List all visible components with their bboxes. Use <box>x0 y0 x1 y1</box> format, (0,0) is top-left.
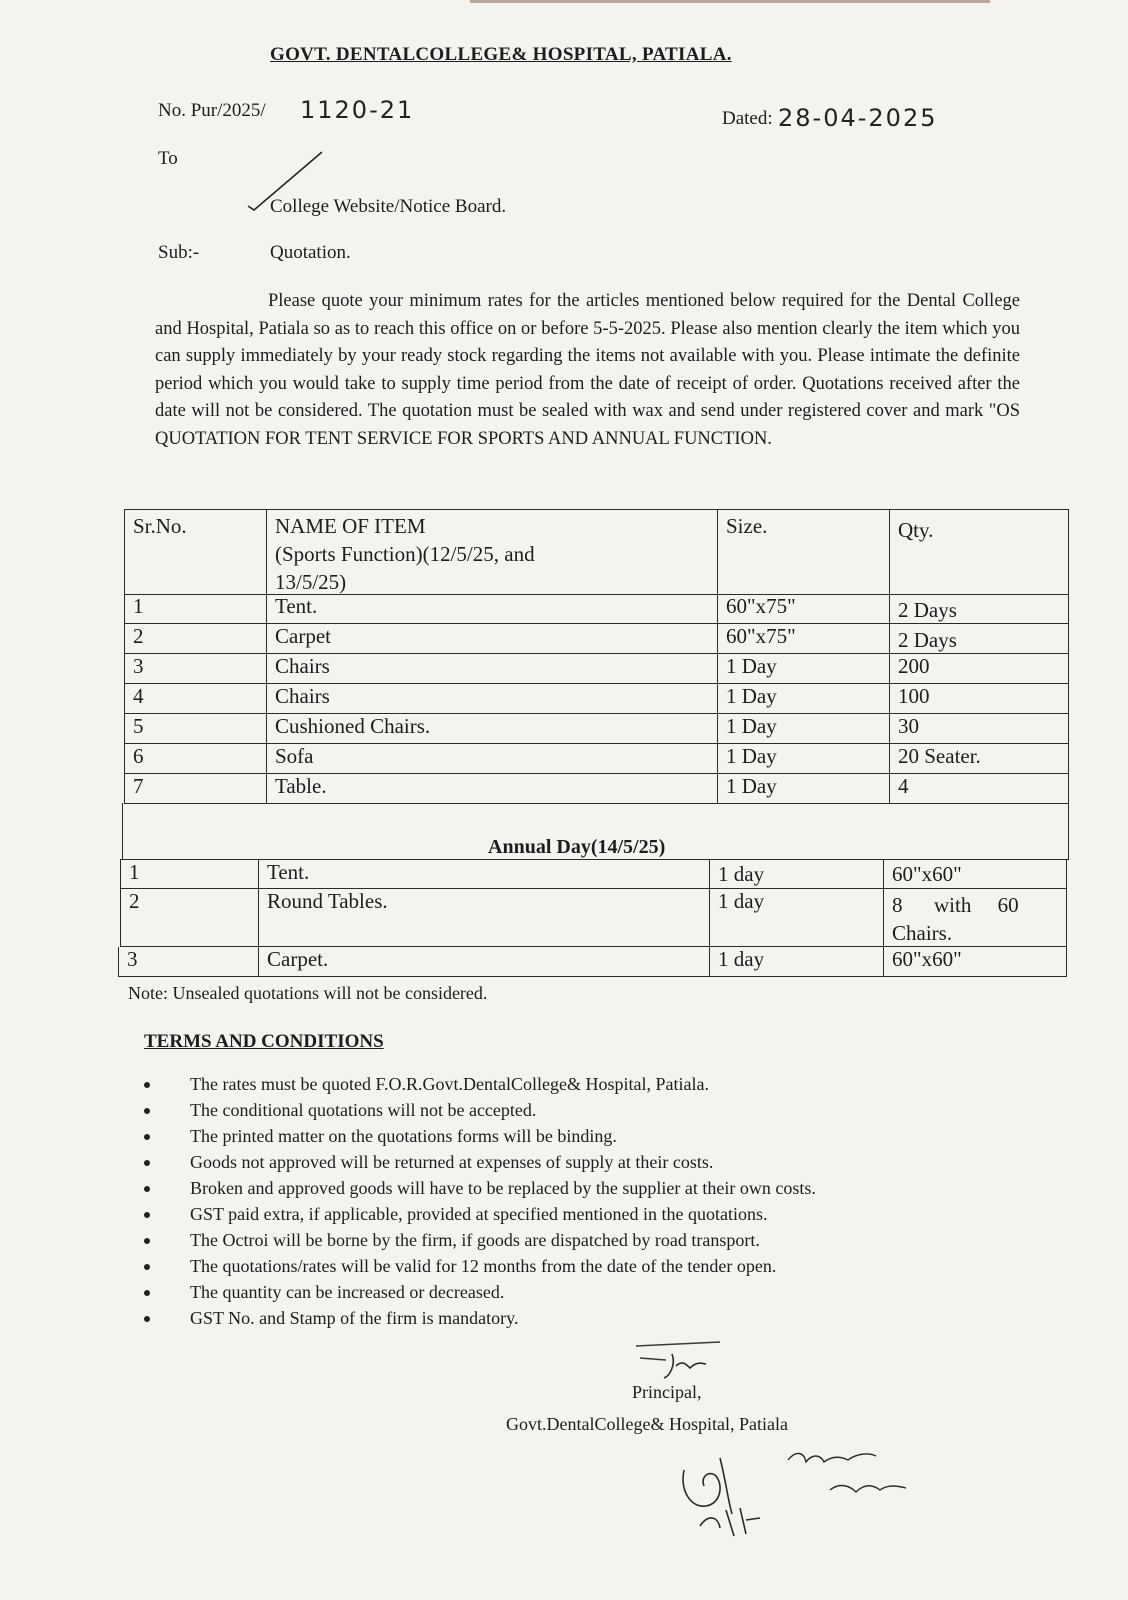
row-srno: 3 <box>124 654 267 684</box>
row-item: Chairs <box>266 654 718 684</box>
row-srno: 1 <box>124 594 267 624</box>
scan-edge-line <box>470 0 990 3</box>
bullet-icon <box>144 1082 150 1088</box>
header-qty: Qty. <box>889 509 1069 595</box>
header-srno: Sr.No. <box>124 509 267 595</box>
signature-mark-icon <box>636 1338 726 1382</box>
row-item: Cushioned Chairs. <box>266 714 718 744</box>
row-size: 1 Day <box>717 654 890 684</box>
row-item: Carpet <box>266 624 718 654</box>
row-item: Sofa <box>266 744 718 774</box>
reference-label: No. Pur/2025/ <box>158 100 266 121</box>
handwritten-signature-icon <box>680 1430 940 1540</box>
row-size: 1 day <box>709 889 884 947</box>
row-item: Carpet. <box>258 947 710 977</box>
institution-heading: GOVT. DENTALCOLLEGE& HOSPITAL, PATIALA. <box>270 44 732 65</box>
list-item: Goods not approved will be returned at expenses of supply at their costs. <box>140 1152 1040 1178</box>
row-qty: 20 Seater. <box>889 744 1069 774</box>
row-srno: 7 <box>124 774 267 804</box>
row-qty: 200 <box>889 654 1069 684</box>
bullet-icon <box>144 1186 150 1192</box>
bullet-icon <box>144 1160 150 1166</box>
row-size: 60"x75" <box>717 624 890 654</box>
row-size: 1 day <box>709 947 884 977</box>
row-size: 1 Day <box>717 744 890 774</box>
header-size: Size. <box>717 509 890 595</box>
row-item: Tent. <box>266 594 718 624</box>
list-item: The quotations/rates will be valid for 12 months from the date of the tender open. <box>140 1256 1040 1282</box>
to-label: To <box>158 148 178 169</box>
row-srno: 2 <box>120 889 259 947</box>
list-item: Broken and approved goods will have to be replaced by the supplier at their own costs. <box>140 1178 1040 1204</box>
bullet-icon <box>144 1264 150 1270</box>
row-size: 1 day <box>709 859 884 889</box>
bullet-icon <box>144 1238 150 1244</box>
row-size: 1 Day <box>717 684 890 714</box>
dated-label: Dated: <box>722 108 773 129</box>
row-qty: 60"x60" <box>883 947 1067 977</box>
row-item: Round Tables. <box>258 889 710 947</box>
row-qty: 4 <box>889 774 1069 804</box>
list-item: The conditional quotations will not be accepted. <box>140 1100 1040 1126</box>
row-srno: 5 <box>124 714 267 744</box>
row-qty: 2 Days <box>889 624 1069 654</box>
row-item: Tent. <box>258 859 710 889</box>
row-size: 1 Day <box>717 714 890 744</box>
row-item: Table. <box>266 774 718 804</box>
row-size: 60"x75" <box>717 594 890 624</box>
row-qty-line1: 8 with 60 <box>892 893 1019 917</box>
body-paragraph: Please quote your minimum rates for the articles mentioned below required for the Dental College and Hospital, Patiala so as to reach this office on or before 5-5-2025. Please also mention clearly the item which you can supply immediately by your ready stock regarding the items not available with you. Please intimate the definite period which you would take to supply time period from the date of receipt of order. Quotations received after the date will not be considered. The quotation must be sealed with wax and send under registered cover and mark "OS QUOTATION FOR TENT SERVICE FOR SPORTS AND ANNUAL FUNCTION. <box>155 291 1020 449</box>
bullet-icon <box>144 1212 150 1218</box>
signatory-organization: Govt.DentalCollege& Hospital, Patiala <box>506 1414 788 1434</box>
bullet-icon <box>144 1290 150 1296</box>
subject-label: Sub:- <box>158 242 200 263</box>
terms-title: TERMS AND CONDITIONS <box>144 1031 384 1052</box>
bullet-icon <box>144 1108 150 1114</box>
signatory-title: Principal, <box>632 1382 702 1402</box>
row-srno: 6 <box>124 744 267 774</box>
row-qty <box>883 889 1067 947</box>
row-qty: 100 <box>889 684 1069 714</box>
list-item: GST No. and Stamp of the firm is mandatory. <box>140 1308 1040 1334</box>
row-srno: 4 <box>124 684 267 714</box>
row-qty: 2 Days <box>889 594 1069 624</box>
reference-handwritten: 1120-21 <box>300 96 415 124</box>
header-item: NAME OF ITEM (Sports Function)(12/5/25, and 13/5/25) <box>266 509 718 595</box>
row-qty: 30 <box>889 714 1069 744</box>
row-size: 1 Day <box>717 774 890 804</box>
bullet-icon <box>144 1316 150 1322</box>
row-srno: 3 <box>118 947 259 977</box>
row-qty: 60"x60" <box>883 859 1067 889</box>
bullet-icon <box>144 1134 150 1140</box>
row-item: Chairs <box>266 684 718 714</box>
list-item: The Octroi will be borne by the firm, if goods are dispatched by road transport. <box>140 1230 1040 1256</box>
recipient: College Website/Notice Board. <box>270 196 507 217</box>
list-item: GST paid extra, if applicable, provided at specified mentioned in the quotations. <box>140 1204 1040 1230</box>
row-srno: 1 <box>120 859 259 889</box>
annual-day-title: Annual Day(14/5/25) <box>488 836 666 858</box>
list-item: The printed matter on the quotations forms will be binding. <box>140 1126 1040 1152</box>
date-handwritten: 28-04-2025 <box>778 104 938 132</box>
subject: Quotation. <box>270 242 351 263</box>
row-srno: 2 <box>124 624 267 654</box>
terms-list <box>140 1074 1040 1334</box>
list-item: The rates must be quoted F.O.R.Govt.DentalCollege& Hospital, Patiala. <box>140 1074 1040 1100</box>
row-qty-line2: Chairs. <box>892 921 953 945</box>
note: Note: Unsealed quotations will not be considered. <box>128 983 488 1003</box>
list-item: The quantity can be increased or decreased. <box>140 1282 1040 1308</box>
